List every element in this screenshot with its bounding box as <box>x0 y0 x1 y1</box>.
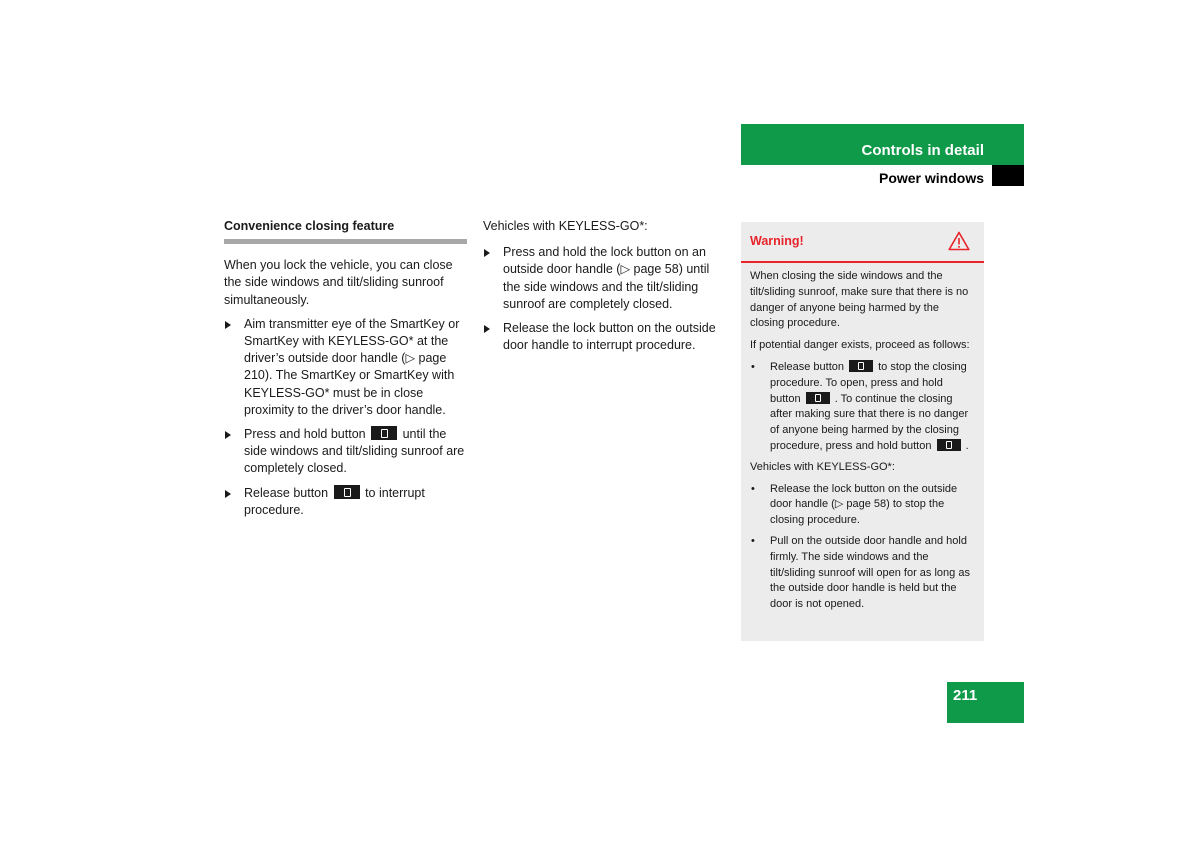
warning-bullet <box>750 534 975 613</box>
step-text: Release button <box>244 485 329 500</box>
warning-body <box>741 263 984 613</box>
warning-bullet <box>750 360 975 455</box>
unlock-button-icon <box>806 392 830 404</box>
page-number: 211 <box>953 687 978 704</box>
bullet-text: Release button <box>770 360 844 373</box>
section-heading: Convenience closing feature <box>224 218 467 244</box>
warning-header <box>741 222 984 263</box>
intro-paragraph: When you lock the vehicle, you can close the side windows and tilt/sliding sunroof simultaneously. <box>224 258 453 307</box>
lock-button-icon <box>937 439 961 451</box>
warning-paragraph: If potential danger exists, proceed as follows: <box>750 339 970 352</box>
chapter-title: Controls in detail <box>861 142 984 159</box>
page-number-tab <box>947 682 1024 723</box>
bullet-text: . To continue the closing after making sure that there is no danger of anyone being harmed by the closing procedure, press and hold button <box>770 392 969 452</box>
header-black-tab <box>992 165 1024 186</box>
bullet-text: . <box>965 439 969 452</box>
step-text: Release the lock button on the outside door handle to interrupt procedure. <box>503 321 716 353</box>
step-text: to interrupt procedure. <box>244 485 425 517</box>
warning-bullet <box>750 482 975 529</box>
warning-paragraph: When closing the side windows and the tilt/sliding sunroof, make sure that there is no danger of anyone being harmed by the closing procedure. <box>750 270 969 330</box>
bullet-text: Release the lock button on the outside door handle (▷ page 58) to stop the closing procedure. <box>770 482 958 527</box>
lock-button-icon <box>371 426 397 440</box>
step-text: Press and hold the lock button on an outside door handle (▷ page 58) until the side windows and the tilt/sliding sunroof are completely closed. <box>503 245 710 311</box>
column-left <box>224 218 467 526</box>
step-text: until the side windows and tilt/sliding sunroof are completely closed. <box>244 427 465 476</box>
instruction-step <box>224 485 467 519</box>
step-text: Press and hold button <box>244 427 366 442</box>
instruction-step <box>483 244 726 313</box>
section-subtitle: Power windows <box>878 170 984 186</box>
warning-box <box>741 222 984 641</box>
warning-paragraph: Vehicles with KEYLESS-GO*: <box>750 460 895 473</box>
bullet-text: Pull on the outside door handle and hold firmly. The side windows and the tilt/sliding sunroof will open for as long as the outside door handle is held but the door is not opened. <box>770 534 970 611</box>
instruction-step <box>483 320 726 354</box>
column-middle <box>483 218 726 361</box>
warning-title: Warning! <box>750 234 804 248</box>
intro-paragraph: Vehicles with KEYLESS-GO*: <box>483 219 648 233</box>
lock-button-icon <box>849 360 873 372</box>
bullet-text: to stop the closing procedure. To open, press and hold button <box>770 360 967 405</box>
lock-button-icon <box>334 485 360 499</box>
instruction-step <box>224 316 467 419</box>
warning-triangle-icon <box>948 231 970 251</box>
instruction-step <box>224 426 467 478</box>
step-text: Aim transmitter eye of the SmartKey or SmartKey with KEYLESS-GO* at the driver’s outside door handle (▷ page 210). The SmartKey or SmartKey with KEYLESS-GO* must be in close proximity to the driver’s door handle. <box>244 316 460 417</box>
